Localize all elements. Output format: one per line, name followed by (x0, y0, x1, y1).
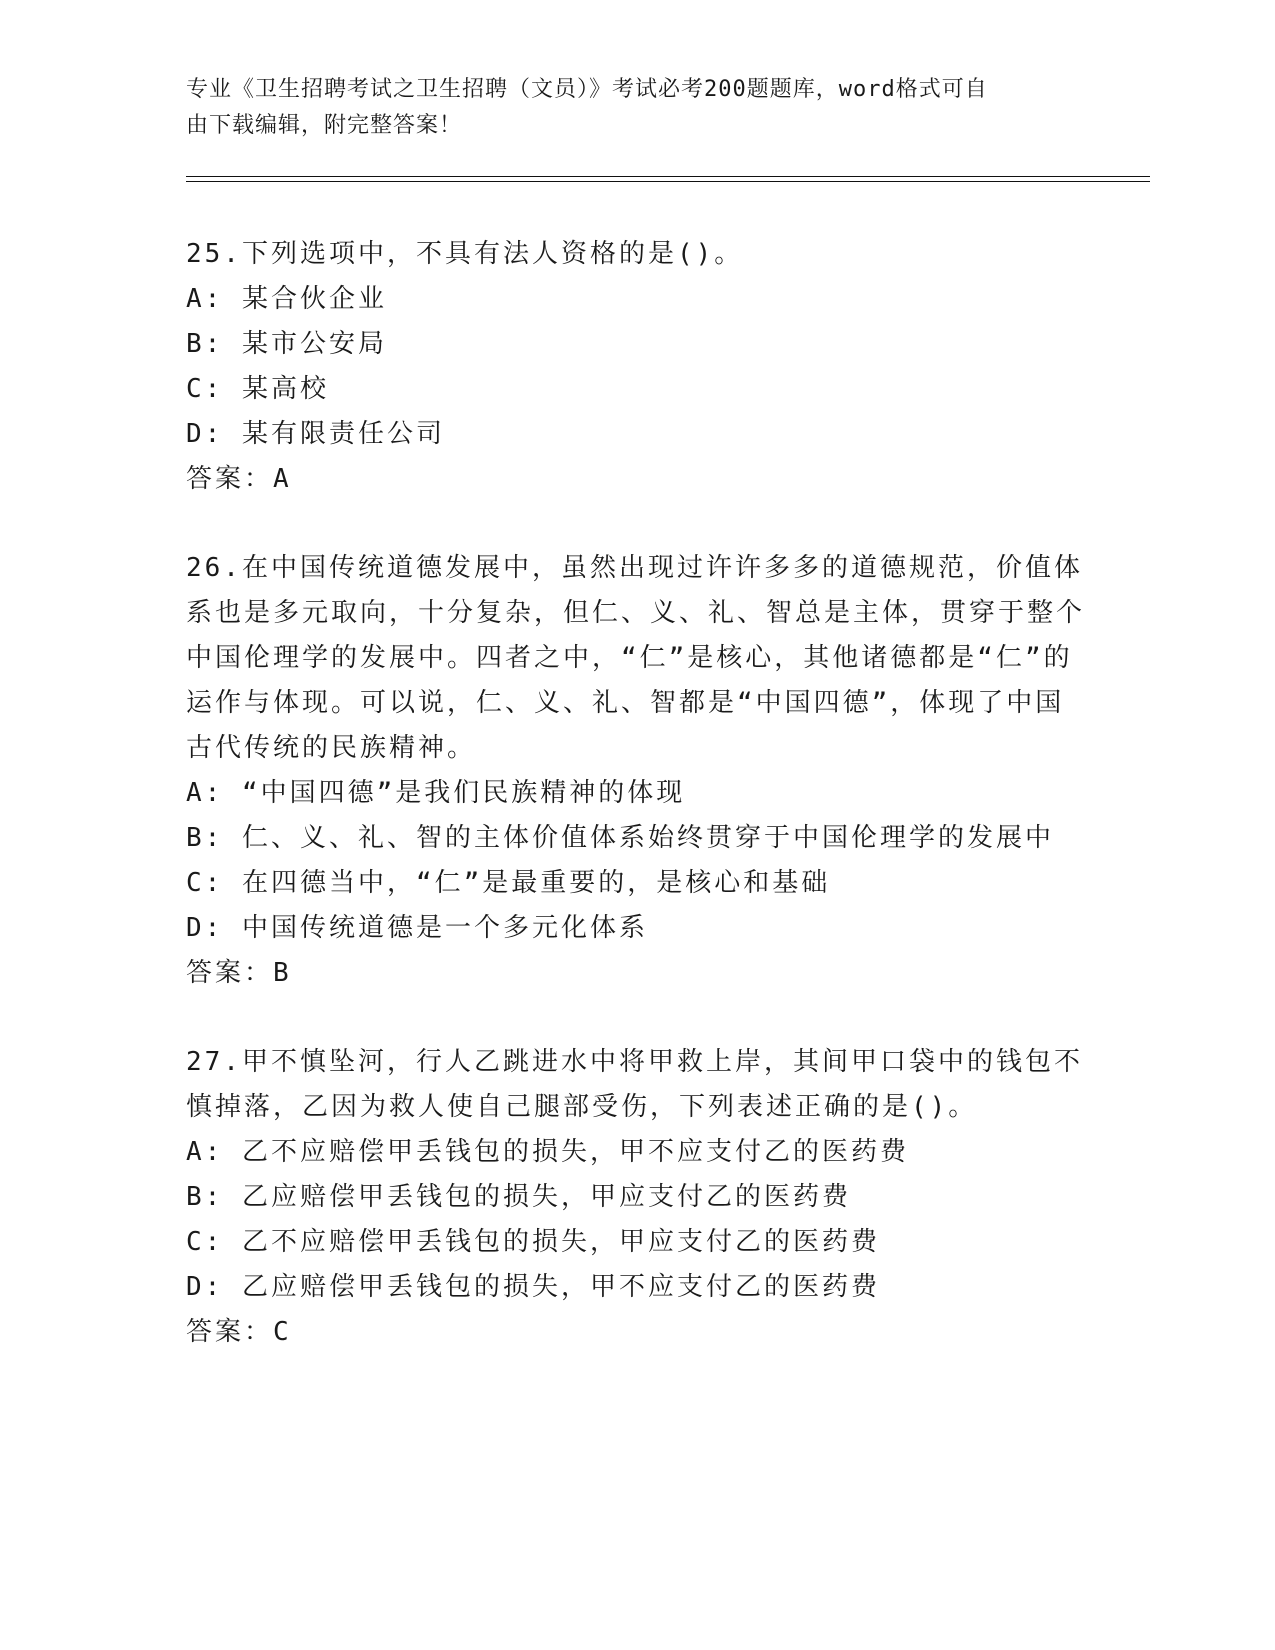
option-c: C: 乙不应赔偿甲丢钱包的损失，甲应支付乙的医药费 (186, 1227, 880, 1257)
option-a: A: “中国四德”是我们民族精神的体现 (186, 778, 686, 808)
header-divider (186, 176, 1150, 182)
question-25 (186, 232, 1086, 502)
option-b: B: 乙应赔偿甲丢钱包的损失，甲应支付乙的医药费 (186, 1182, 851, 1212)
option-d: D: 中国传统道德是一个多元化体系 (186, 913, 648, 943)
question-stem: 26.在中国传统道德发展中，虽然出现过许许多多的道德规范，价值体系也是多元取向，十分复杂，但仁、义、礼、智总是主体，贯穿于整个中国伦理学的发展中。四者之中，“仁”是核心，其他诸德都是“仁”的运作与体现。可以说，仁、义、礼、智都是“中国四德”，体现了中国古代传统的民族精神。 (186, 553, 1086, 763)
header-line-2: 由下载编辑，附完整答案！ (186, 113, 463, 138)
option-d: D: 乙应赔偿甲丢钱包的损失，甲不应支付乙的医药费 (186, 1272, 880, 1302)
option-b: B: 仁、义、礼、智的主体价值体系始终贯穿于中国伦理学的发展中 (186, 823, 1054, 853)
option-d: D: 某有限责任公司 (186, 419, 445, 449)
answer: 答案：C (186, 1317, 292, 1347)
answer: 答案：B (186, 958, 292, 988)
option-a: A: 乙不应赔偿甲丢钱包的损失，甲不应支付乙的医药费 (186, 1137, 909, 1167)
answer: 答案：A (186, 464, 292, 494)
question-stem: 25.下列选项中，不具有法人资格的是()。 (186, 239, 744, 269)
document-header (186, 72, 1066, 144)
option-c: C: 某高校 (186, 374, 329, 404)
question-list (186, 232, 1086, 1355)
option-a: A: 某合伙企业 (186, 284, 387, 314)
question-27 (186, 1040, 1086, 1355)
header-line-1: 专业《卫生招聘考试之卫生招聘（文员）》考试必考200题题库，word格式可自 (186, 77, 988, 102)
question-26 (186, 546, 1086, 996)
option-b: B: 某市公安局 (186, 329, 387, 359)
question-stem: 27.甲不慎坠河，行人乙跳进水中将甲救上岸，其间甲口袋中的钱包不慎掉落，乙因为救人使自己腿部受伤，下列表述正确的是()。 (186, 1047, 1083, 1122)
option-c: C: 在四德当中，“仁”是最重要的，是核心和基础 (186, 868, 831, 898)
